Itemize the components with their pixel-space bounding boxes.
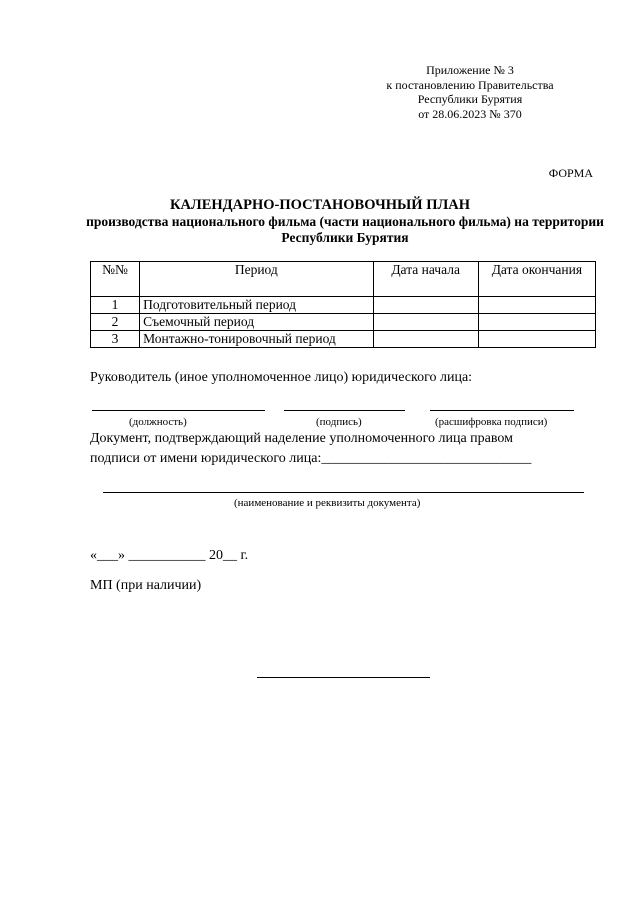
appendix-block [370, 63, 570, 121]
row-end-date[interactable] [478, 331, 595, 348]
decoding-caption: (расшифровка подписи) [435, 416, 548, 428]
document-text-line2: подписи от имени юридического лица:______________________________ [90, 451, 532, 466]
page-title: КАЛЕНДАРНО-ПОСТАНОВОЧНЫЙ ПЛАН [169, 197, 471, 213]
header-num: №№ [91, 262, 140, 297]
header-start-date: Дата начала [373, 262, 478, 297]
row-period: Подготовительный период [140, 297, 373, 314]
date-line: «___» ___________ 20__ г. [90, 548, 249, 563]
row-start-date[interactable] [373, 314, 478, 331]
form-label: ФОРМА [548, 166, 593, 180]
row-start-date[interactable] [373, 297, 478, 314]
row-num: 1 [91, 297, 140, 314]
page-subtitle: производства национального фильма (части национального фильма) на территории Республики Бурятия [86, 214, 604, 245]
row-period: Монтажно-тонировочный период [140, 331, 373, 348]
document-caption: (наименование и реквизиты документа) [234, 497, 421, 509]
row-num: 3 [91, 331, 140, 348]
appendix-resolution: к постановлению Правительства [386, 77, 554, 92]
table-row [91, 297, 596, 314]
signature-caption: (подпись) [316, 416, 362, 428]
plan-table [90, 261, 596, 348]
document-text-line1: Документ, подтверждающий наделение уполномоченного лица правом [90, 431, 513, 446]
position-line[interactable] [92, 410, 265, 411]
table-header-row [91, 262, 596, 297]
decoding-line[interactable] [430, 410, 574, 411]
row-period: Съемочный период [140, 314, 373, 331]
appendix-republic: Республики Бурятия [417, 92, 523, 106]
table-row [91, 314, 596, 331]
row-start-date[interactable] [373, 331, 478, 348]
position-caption: (должность) [129, 416, 187, 428]
appendix-number: Приложение № 3 [426, 63, 514, 77]
header-end-date: Дата окончания [478, 262, 595, 297]
head-label: Руководитель (иное уполномоченное лицо) юридического лица: [90, 370, 473, 385]
appendix-date: от 28.06.2023 № 370 [418, 106, 522, 121]
bottom-signature-line[interactable] [257, 677, 430, 678]
signature-line[interactable] [284, 410, 405, 411]
header-period: Период [140, 262, 373, 297]
row-num: 2 [91, 314, 140, 331]
row-end-date[interactable] [478, 297, 595, 314]
document-line[interactable] [103, 492, 584, 493]
row-end-date[interactable] [478, 314, 595, 331]
table-row [91, 331, 596, 348]
seal-label: МП (при наличии) [90, 578, 202, 593]
